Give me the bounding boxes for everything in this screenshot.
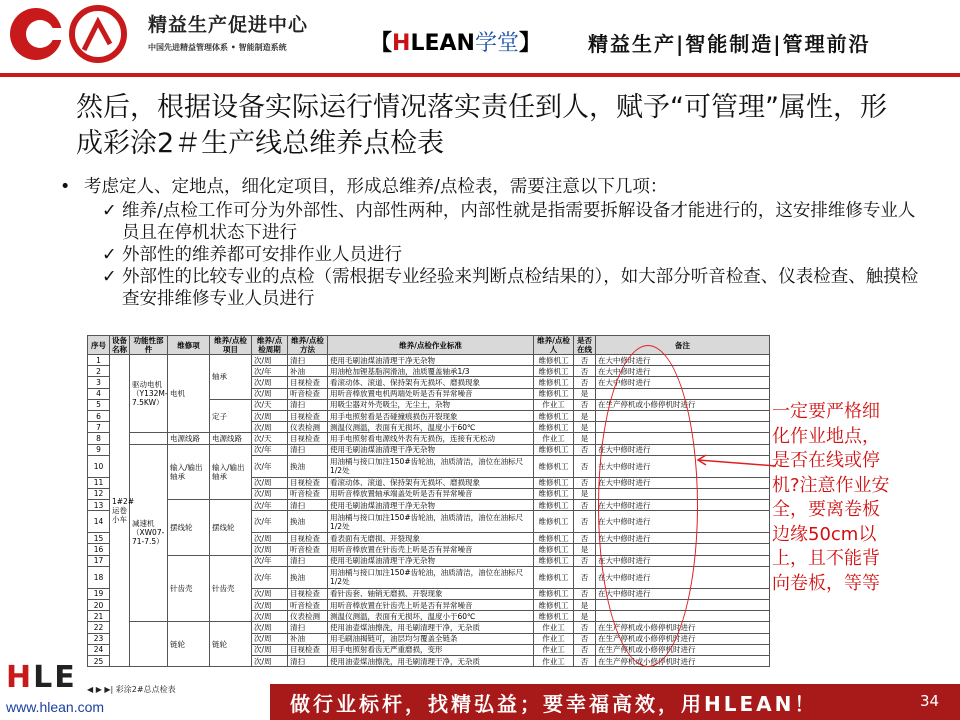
- cell-person: 维修机工: [534, 566, 574, 588]
- cell-person: 作业工: [534, 633, 574, 644]
- cell-standard: 使用毛刷油煤油清理干净无杂物: [328, 555, 534, 566]
- cell-method: 仪表检测: [288, 422, 328, 433]
- bullet-sub-text: 外部性的比较专业的点检（需根据专业经验来判断点检结果的），如大部分听音检查、仪表检查、触摸检查安排维修专业人员进行: [122, 267, 919, 309]
- col-header: 维养/点检人: [534, 336, 574, 355]
- cell-person: 维修机工: [534, 555, 574, 566]
- cell-cycle: 次/周: [252, 533, 288, 544]
- cell-online: 是: [574, 544, 596, 555]
- cell-standard: 用听音棒放置在针齿壳上听是否有异常噪音: [328, 600, 534, 611]
- cell-standard: 用听音棒放置轴承端盖处听是否有异常噪音: [328, 488, 534, 499]
- cell-note: 在生产停机或小修停机时进行: [596, 622, 770, 633]
- cell-online: 否: [574, 500, 596, 511]
- cell-no: 4: [88, 388, 110, 399]
- cell-person: 维修机工: [534, 366, 574, 377]
- cell-standard: 用听音棒放置电机两端处听是否有异常噪音: [328, 388, 534, 399]
- cell-online: 否: [574, 633, 596, 644]
- cell-person: 维修机工: [534, 355, 574, 366]
- cell-method: 听音检查: [288, 600, 328, 611]
- cell-online: 否: [574, 444, 596, 455]
- cell-online: 否: [574, 566, 596, 588]
- cell-online: 否: [574, 399, 596, 410]
- cell-cycle: 次/周: [252, 588, 288, 599]
- cell-method: 听音检查: [288, 388, 328, 399]
- footer-logo-h: H: [6, 660, 34, 695]
- cell-cycle: 次/天: [252, 399, 288, 410]
- cell-online: 否: [574, 588, 596, 599]
- arrow-icon: [690, 430, 780, 470]
- cell-cycle: 次/周: [252, 477, 288, 488]
- col-header: 备注: [596, 336, 770, 355]
- col-header: 功能性部件: [130, 336, 168, 355]
- cell-person: 维修机工: [534, 600, 574, 611]
- col-header: 维养/点检周期: [252, 336, 288, 355]
- page-number: 34: [920, 692, 940, 710]
- cell-no: 11: [88, 477, 110, 488]
- bullet-sub-text: 外部性的维养都可安排作业人员进行: [122, 245, 402, 265]
- cell-method: 目视检查: [288, 644, 328, 655]
- cell-online: 否: [574, 511, 596, 533]
- cell-subitem: 定子: [210, 399, 252, 433]
- sheet-tab[interactable]: ◀ ▶ ▶| 彩涂2#总点检表: [87, 685, 176, 694]
- cell-cycle: 次/年: [252, 511, 288, 533]
- cell-note: 在生产停机或小修停机时进行: [596, 655, 770, 666]
- cell-no: 1: [88, 355, 110, 366]
- cell-no: 6: [88, 410, 110, 421]
- cell-subitem: 针齿壳: [210, 555, 252, 622]
- cell-cycle: 次/年: [252, 444, 288, 455]
- cell-person: 维修机工: [534, 533, 574, 544]
- cell-person: 维修机工: [534, 588, 574, 599]
- cell-standard: 使用毛刷油煤油清理干净无杂物: [328, 500, 534, 511]
- col-header: 维养/点检作业标准: [328, 336, 534, 355]
- cell-cycle: 次/年: [252, 366, 288, 377]
- cell-standard: 看滚动体、滚道、保持架有无损坏、磨损现象: [328, 377, 534, 388]
- cell-standard: 看针齿套、轴销无磨损、开裂现象: [328, 588, 534, 599]
- cell-standard: 用手电照射看是否碰撞痕损伤开裂现象: [328, 410, 534, 421]
- cell-no: 23: [88, 633, 110, 644]
- website-link[interactable]: www.hlean.com: [6, 699, 105, 715]
- cell-method: 清扫: [288, 355, 328, 366]
- cell-method: 清扫: [288, 622, 328, 633]
- cell-person: 维修机工: [534, 444, 574, 455]
- cell-online: 是: [574, 600, 596, 611]
- cell-note: 在大中修时进行: [596, 555, 770, 566]
- cell-part: 减速机（XW07-71-7.5）: [130, 444, 168, 622]
- cell-online: 否: [574, 533, 596, 544]
- cell-standard: 看滚动体、滚道、保持架有无损坏、磨损现象: [328, 477, 534, 488]
- cell-standard: 用毛刷油揭链可，油层均匀覆盖全链条: [328, 633, 534, 644]
- cell-online: 否: [574, 655, 596, 666]
- cell-person: 维修机工: [534, 455, 574, 477]
- cell-no: 13: [88, 500, 110, 511]
- cell-cycle: 次/周: [252, 488, 288, 499]
- cell-no: 15: [88, 533, 110, 544]
- bullet-sub-1: [60, 200, 920, 244]
- cell-method: 目视检查: [288, 433, 328, 444]
- cell-note: 在生产停机或小修停机时进行: [596, 633, 770, 644]
- cell-cycle: 次/周: [252, 655, 288, 666]
- cell-person: 维修机工: [534, 500, 574, 511]
- cell-person: 维修机工: [534, 410, 574, 421]
- cell-note: 在大中修时进行: [596, 444, 770, 455]
- cell-online: 否: [574, 555, 596, 566]
- cell-standard: 用油桶与接口加注150#齿轮油，油质清洁，油位在油标尺1/2处: [328, 455, 534, 477]
- cell-standard: 使用油壶煤油擦洗，用毛刷清理干净，无杂质: [328, 622, 534, 633]
- cell-no: 19: [88, 588, 110, 599]
- cell-cycle: 次/周: [252, 388, 288, 399]
- cell-no: 16: [88, 544, 110, 555]
- cell-standard: 用油桶与接口加注150#齿轮油，油质清洁，油位在油标尺1/2处: [328, 511, 534, 533]
- cell-no: 20: [88, 600, 110, 611]
- cell-note: 在大中修时进行: [596, 533, 770, 544]
- cell-subitem: 输入/输出轴承: [210, 444, 252, 500]
- cell-cycle: 次/周: [252, 644, 288, 655]
- cell-no: 5: [88, 399, 110, 410]
- cell-cycle: 次/周: [252, 355, 288, 366]
- cell-cycle: 次/周: [252, 611, 288, 622]
- cell-method: 仪表检测: [288, 611, 328, 622]
- cell-note: 在大中修时进行: [596, 511, 770, 533]
- cell-person: 维修机工: [534, 611, 574, 622]
- cell-person: 作业工: [534, 622, 574, 633]
- cell-no: 12: [88, 488, 110, 499]
- col-header: 维养/点检方法: [288, 336, 328, 355]
- cell-cycle: 次/周: [252, 633, 288, 644]
- cell-note: 在生产停机或小修停机时进行: [596, 644, 770, 655]
- bullet-list: [60, 176, 920, 310]
- cell-standard: 看表面有无磨损、开裂现象: [328, 533, 534, 544]
- cell-method: 目视检查: [288, 533, 328, 544]
- footer-logo: [6, 660, 77, 695]
- cell-online: 是: [574, 488, 596, 499]
- cell-person: 作业工: [534, 655, 574, 666]
- bullet-sub-text: 维养/点检工作可分为外部性、内部性两种，内部性就是指需要拆解设备才能进行的，这安排维修专业人员且在停机状态下进行: [122, 201, 916, 243]
- cell-cycle: 次/周: [252, 410, 288, 421]
- logo-icon: [6, 4, 134, 64]
- cell-note: 在大中修时进行: [596, 566, 770, 588]
- cell-online: 否: [574, 644, 596, 655]
- cell-note: 在大中修时进行: [596, 377, 770, 388]
- cell-method: 换油: [288, 566, 328, 588]
- cell-no: 3: [88, 377, 110, 388]
- header-slogan: 精益生产|智能制造|管理前沿: [588, 32, 871, 56]
- cell-standard: 用手电照射看齿无严重磨损，变形: [328, 644, 534, 655]
- cell-cycle: 次/年: [252, 566, 288, 588]
- cell-no: 24: [88, 644, 110, 655]
- logo-subtitle: 中国先进精益管理体系 • 智能制造系统: [148, 43, 287, 52]
- cell-method: 清扫: [288, 399, 328, 410]
- cell-standard: 测温仪测温，表面有无损坏，温度小于60℃: [328, 422, 534, 433]
- bullet-sub-2: [60, 244, 920, 266]
- cell-cycle: 次/年: [252, 500, 288, 511]
- cell-no: 8: [88, 433, 110, 444]
- cell-no: 17: [88, 555, 110, 566]
- cell-standard: 用手电照射看电源线外表有无损伤，连接有无松动: [328, 433, 534, 444]
- cell-online: 是: [574, 410, 596, 421]
- cell-note: 在大中修时进行: [596, 366, 770, 377]
- cell-part: [130, 622, 168, 667]
- checkmark-icon: ✓: [102, 245, 117, 265]
- cell-online: 是: [574, 388, 596, 399]
- cell-online: 是: [574, 422, 596, 433]
- cell-no: 14: [88, 511, 110, 533]
- cell-person: 作业工: [534, 644, 574, 655]
- cell-subitem: 链轮: [210, 622, 252, 667]
- cell-cycle: 次/周: [252, 422, 288, 433]
- cell-method: 补油: [288, 366, 328, 377]
- cell-cycle: 次/年: [252, 455, 288, 477]
- cell-method: 清扫: [288, 555, 328, 566]
- cell-standard: 用油桶与接口加注150#齿轮油，油质清洁，油位在油标尺1/2处: [328, 566, 534, 588]
- cell-standard: 使用毛刷油煤油清理干净无杂物: [328, 444, 534, 455]
- cell-online: 否: [574, 477, 596, 488]
- footer-slogan: 做行业标杆，找精弘益；要幸福高效，用HLEAN！: [290, 692, 818, 716]
- brand-h: H: [392, 31, 411, 56]
- cell-note: 在大中修时进行: [596, 588, 770, 599]
- cell-part: 驱动电机（Y132M-7.5KW）: [130, 355, 168, 433]
- slide-title: 然后，根据设备实际运行情况落实责任到人，赋予“可管理”属性，形成彩涂2＃生产线总维养点检表: [76, 92, 887, 159]
- cell-subitem: 轴承: [210, 355, 252, 400]
- cell-no: 21: [88, 611, 110, 622]
- cell-person: 维修机工: [534, 388, 574, 399]
- checkmark-icon: ✓: [102, 267, 117, 287]
- cell-note: 在大中修时进行: [596, 477, 770, 488]
- cell-standard: 用油枪加锂基脂润滑油，油质覆盖轴承1/3: [328, 366, 534, 377]
- cell-method: 目视检查: [288, 377, 328, 388]
- col-header: 序号: [88, 336, 110, 355]
- cell-online: 否: [574, 366, 596, 377]
- cell-method: 目视检查: [288, 410, 328, 421]
- cell-note: 在大中修时进行: [596, 355, 770, 366]
- cell-method: 清扫: [288, 655, 328, 666]
- cell-method: 清扫: [288, 500, 328, 511]
- callout-note: 一定要严格细化作业地点，是否在线或停机?注意作业安全，要离卷板边缘50cm以上，且不能背向卷板，等等: [772, 401, 890, 594]
- cell-online: 是: [574, 611, 596, 622]
- cell-method: 清扫: [288, 444, 328, 455]
- cell-method: 目视检查: [288, 588, 328, 599]
- cell-person: 维修机工: [534, 488, 574, 499]
- cell-item: 输入/输出轴承: [168, 444, 210, 500]
- cell-equipment: 1#2#运卷小车: [110, 355, 130, 667]
- brand-lean: LEAN: [410, 31, 475, 56]
- cell-online: 否: [574, 455, 596, 477]
- cell-note: 在大中修时进行: [596, 455, 770, 477]
- checkmark-icon: ✓: [102, 201, 117, 221]
- cell-person: 维修机工: [534, 544, 574, 555]
- cell-cycle: 次/周: [252, 544, 288, 555]
- cell-cycle: 次/天: [252, 433, 288, 444]
- cell-no: 18: [88, 566, 110, 588]
- cell-item: 针齿壳: [168, 555, 210, 622]
- cell-subitem: 摆线轮: [210, 500, 252, 556]
- brand-bracket-close: 】: [518, 31, 541, 56]
- cell-item: 链轮: [168, 622, 210, 667]
- header-divider: [0, 73, 960, 77]
- cell-note: 在大中修时进行: [596, 500, 770, 511]
- cell-no: 25: [88, 655, 110, 666]
- cell-person: 维修机工: [534, 511, 574, 533]
- highlight-oval: [598, 345, 698, 667]
- cell-note: 在生产停机或小修停机时进行: [596, 399, 770, 410]
- brand-label: [370, 26, 541, 57]
- cell-standard: 使用毛刷油煤油清理干净无杂物: [328, 355, 534, 366]
- cell-item: 电源线路: [168, 433, 210, 444]
- bullet-sub-3: [60, 266, 920, 310]
- cell-no: 10: [88, 455, 110, 477]
- col-header: 是否在线: [574, 336, 596, 355]
- cell-person: 作业工: [534, 433, 574, 444]
- cell-item: 摆线轮: [168, 500, 210, 556]
- bullet-main: [60, 176, 920, 198]
- cell-online: 否: [574, 622, 596, 633]
- cell-method: 听音检查: [288, 488, 328, 499]
- cell-standard: 用吸尘器对外壳吸尘，无尘土，杂物: [328, 399, 534, 410]
- brand-bracket-open: 【: [370, 31, 393, 56]
- cell-standard: 用听音棒放置在针齿壳上听是否有异常噪音: [328, 544, 534, 555]
- cell-online: 否: [574, 377, 596, 388]
- col-header: 维修项: [168, 336, 210, 355]
- cell-item: 电机: [168, 355, 210, 433]
- cell-cycle: 次/周: [252, 600, 288, 611]
- cell-cycle: 次/周: [252, 622, 288, 633]
- cell-no: 7: [88, 422, 110, 433]
- cell-person: 维修机工: [534, 477, 574, 488]
- bullet-dot-icon: •: [60, 177, 71, 197]
- col-header: 维养/点检项目: [210, 336, 252, 355]
- cell-standard: 使用油壶煤油擦洗，用毛刷清理干净，无杂质: [328, 655, 534, 666]
- table-header-row: [88, 336, 770, 355]
- cell-part: [130, 433, 168, 444]
- logo-title: 精益生产促进中心: [148, 14, 309, 36]
- cell-subitem: 电源线路: [210, 433, 252, 444]
- cell-online: 是: [574, 433, 596, 444]
- cell-cycle: 次/周: [252, 377, 288, 388]
- footer-logo-rest: LE: [33, 660, 77, 695]
- cell-no: 22: [88, 622, 110, 633]
- cell-cycle: 次/年: [252, 555, 288, 566]
- header: [0, 0, 960, 74]
- cell-method: 换油: [288, 511, 328, 533]
- cell-method: 换油: [288, 455, 328, 477]
- cell-person: 维修机工: [534, 377, 574, 388]
- cell-no: 2: [88, 366, 110, 377]
- cell-online: 否: [574, 355, 596, 366]
- cell-method: 目视检查: [288, 477, 328, 488]
- cell-person: 作业工: [534, 399, 574, 410]
- bullet-main-text: 考虑定人、定地点，细化定项目，形成总维养/点检表，需要注意以下几项：: [84, 177, 668, 197]
- brand-xuetang: 学堂: [474, 31, 519, 56]
- cell-no: 9: [88, 444, 110, 455]
- cell-method: 补油: [288, 633, 328, 644]
- cell-person: 维修机工: [534, 422, 574, 433]
- cell-standard: 测温仪测温，表面有无损坏，温度小于60℃: [328, 611, 534, 622]
- cell-method: 听音检查: [288, 544, 328, 555]
- col-header: 设备名称: [110, 336, 130, 355]
